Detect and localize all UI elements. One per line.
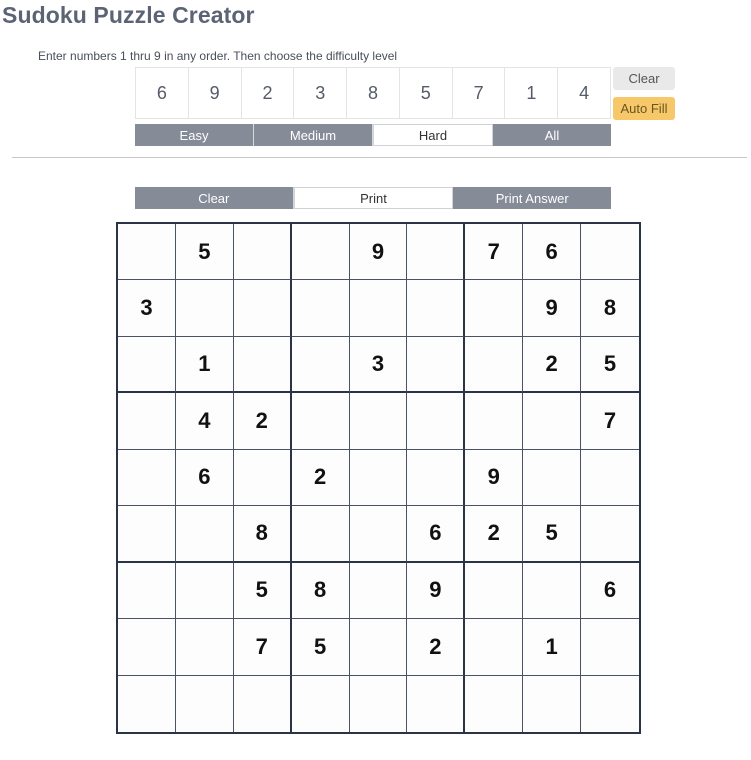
section-divider — [12, 157, 747, 158]
sudoku-cell[interactable]: 8 — [292, 563, 350, 619]
sudoku-cell[interactable] — [581, 224, 639, 280]
sudoku-cell[interactable]: 6 — [407, 506, 465, 562]
sudoku-grid — [116, 222, 641, 734]
sudoku-cell[interactable]: 3 — [118, 280, 176, 336]
sudoku-cell[interactable] — [581, 506, 639, 562]
sudoku-cell[interactable] — [234, 450, 292, 506]
seed-number-input[interactable]: 8 — [347, 68, 400, 118]
sudoku-cell[interactable] — [350, 450, 408, 506]
print-button[interactable]: Print — [294, 187, 454, 209]
sudoku-cell[interactable]: 7 — [581, 393, 639, 449]
sudoku-cell[interactable]: 6 — [523, 224, 581, 280]
sudoku-cell[interactable]: 6 — [581, 563, 639, 619]
sudoku-cell[interactable]: 1 — [523, 619, 581, 675]
sudoku-cell[interactable] — [523, 393, 581, 449]
sudoku-cell[interactable] — [407, 393, 465, 449]
sudoku-cell[interactable] — [118, 337, 176, 393]
clear-numbers-button[interactable]: Clear — [613, 67, 675, 90]
sudoku-cell[interactable] — [118, 563, 176, 619]
sudoku-cell[interactable]: 4 — [176, 393, 234, 449]
sudoku-cell[interactable] — [176, 563, 234, 619]
sudoku-cell[interactable] — [292, 224, 350, 280]
sudoku-cell[interactable]: 9 — [465, 450, 523, 506]
sudoku-cell[interactable] — [292, 393, 350, 449]
sudoku-cell[interactable]: 1 — [176, 337, 234, 393]
sudoku-cell[interactable]: 7 — [465, 224, 523, 280]
sudoku-cell[interactable]: 5 — [176, 224, 234, 280]
page-title: Sudoku Puzzle Creator — [2, 2, 255, 28]
sudoku-cell[interactable] — [176, 619, 234, 675]
sudoku-cell[interactable] — [350, 619, 408, 675]
sudoku-cell[interactable]: 2 — [292, 450, 350, 506]
sudoku-cell[interactable] — [176, 506, 234, 562]
seed-number-input[interactable]: 2 — [242, 68, 295, 118]
sudoku-cell[interactable]: 9 — [523, 280, 581, 336]
sudoku-cell[interactable] — [523, 450, 581, 506]
sudoku-cell[interactable]: 5 — [292, 619, 350, 675]
seed-number-input[interactable]: 3 — [294, 68, 347, 118]
sudoku-cell[interactable] — [581, 676, 639, 732]
sudoku-cell[interactable]: 3 — [350, 337, 408, 393]
seed-number-input[interactable]: 7 — [453, 68, 506, 118]
sudoku-cell[interactable]: 7 — [234, 619, 292, 675]
seed-number-input[interactable]: 6 — [136, 68, 189, 118]
sudoku-cell[interactable] — [118, 619, 176, 675]
sudoku-cell[interactable] — [407, 280, 465, 336]
sudoku-cell[interactable]: 9 — [407, 563, 465, 619]
sudoku-cell[interactable] — [407, 224, 465, 280]
seed-number-row — [135, 67, 611, 119]
sudoku-cell[interactable] — [292, 506, 350, 562]
sudoku-cell[interactable] — [176, 676, 234, 732]
sudoku-cell[interactable] — [465, 393, 523, 449]
sudoku-cell[interactable] — [118, 450, 176, 506]
sudoku-cell[interactable]: 2 — [407, 619, 465, 675]
sudoku-cell[interactable] — [118, 506, 176, 562]
sudoku-cell[interactable] — [292, 676, 350, 732]
sudoku-cell[interactable] — [350, 393, 408, 449]
sudoku-cell[interactable]: 5 — [581, 337, 639, 393]
print-answer-button[interactable]: Print Answer — [453, 187, 611, 209]
sudoku-cell[interactable]: 5 — [523, 506, 581, 562]
sudoku-cell[interactable] — [465, 280, 523, 336]
instructions-text: Enter numbers 1 thru 9 in any order. Then choose the difficulty level — [38, 49, 398, 63]
clear-puzzle-button[interactable]: Clear — [135, 187, 294, 209]
sudoku-cell[interactable] — [465, 337, 523, 393]
sudoku-cell[interactable] — [350, 280, 408, 336]
sudoku-cell[interactable]: 6 — [176, 450, 234, 506]
sudoku-cell[interactable] — [350, 676, 408, 732]
sudoku-cell[interactable]: 8 — [581, 280, 639, 336]
difficulty-hard-tab[interactable]: Hard — [373, 124, 493, 146]
difficulty-easy-tab[interactable]: Easy — [135, 124, 254, 146]
sudoku-cell[interactable] — [581, 450, 639, 506]
sudoku-cell[interactable]: 2 — [523, 337, 581, 393]
sudoku-cell[interactable]: 2 — [465, 506, 523, 562]
sudoku-cell[interactable] — [465, 676, 523, 732]
difficulty-all-tab[interactable]: All — [493, 124, 611, 146]
sudoku-cell[interactable] — [118, 224, 176, 280]
sudoku-cell[interactable] — [176, 280, 234, 336]
sudoku-cell[interactable] — [234, 280, 292, 336]
sudoku-cell[interactable] — [523, 676, 581, 732]
sudoku-cell[interactable] — [350, 563, 408, 619]
auto-fill-button[interactable]: Auto Fill — [613, 97, 675, 120]
sudoku-cell[interactable] — [523, 563, 581, 619]
sudoku-cell[interactable]: 5 — [234, 563, 292, 619]
sudoku-cell[interactable] — [581, 619, 639, 675]
seed-number-input[interactable]: 9 — [189, 68, 242, 118]
puzzle-action-bar — [135, 187, 611, 209]
seed-number-input[interactable]: 4 — [558, 68, 610, 118]
sudoku-cell[interactable] — [118, 393, 176, 449]
sudoku-cell[interactable] — [118, 676, 176, 732]
seed-number-input[interactable]: 1 — [505, 68, 558, 118]
difficulty-medium-tab[interactable]: Medium — [254, 124, 373, 146]
sudoku-cell[interactable]: 8 — [234, 506, 292, 562]
sudoku-cell[interactable]: 9 — [350, 224, 408, 280]
difficulty-selector — [135, 124, 611, 146]
sudoku-cell[interactable] — [234, 676, 292, 732]
sudoku-cell[interactable] — [407, 337, 465, 393]
sudoku-cell[interactable] — [292, 337, 350, 393]
sudoku-cell[interactable] — [292, 280, 350, 336]
sudoku-cell[interactable] — [234, 337, 292, 393]
sudoku-cell[interactable] — [465, 619, 523, 675]
sudoku-cell[interactable] — [465, 563, 523, 619]
sudoku-cell[interactable] — [407, 676, 465, 732]
sudoku-cell[interactable] — [407, 450, 465, 506]
sudoku-cell[interactable] — [350, 506, 408, 562]
sudoku-cell[interactable]: 2 — [234, 393, 292, 449]
seed-number-input[interactable]: 5 — [400, 68, 453, 118]
sudoku-cell[interactable] — [234, 224, 292, 280]
